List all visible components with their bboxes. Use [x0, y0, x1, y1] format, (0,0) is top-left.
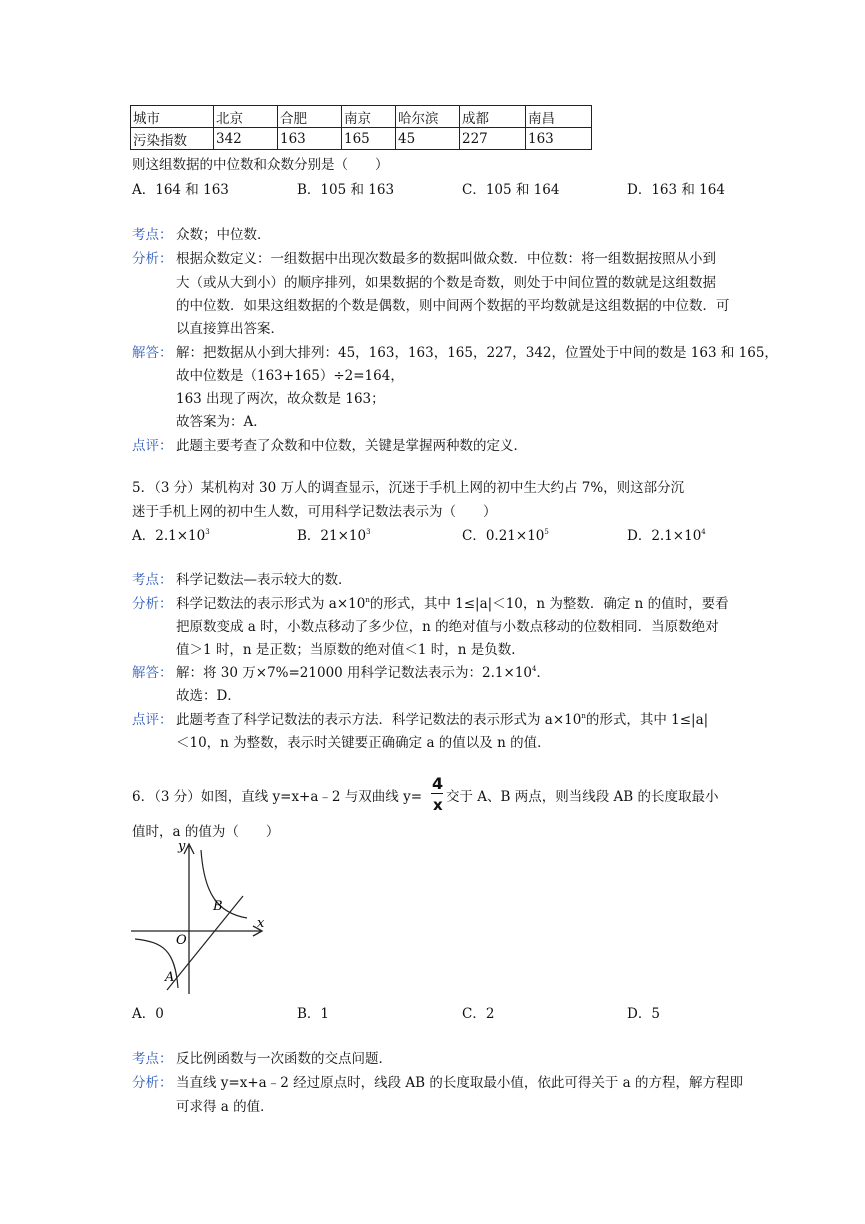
table-cell: 163	[278, 128, 342, 150]
q5-dianping-label: 点评：	[132, 712, 173, 728]
table-cell: 合肥	[278, 106, 342, 128]
table-cell: 163	[526, 128, 592, 150]
table-cell: 45	[396, 128, 460, 150]
fraction-denominator: x	[433, 796, 443, 814]
q6-option-b: B．1	[297, 1006, 330, 1022]
q4-kaodian-label: 考点：	[132, 227, 173, 243]
table-row	[131, 128, 592, 150]
q4-fenxi-line: 大（或从大到小）的顺序排列，如果数据的个数是奇数，则处于中间位置的数就是这组数据	[176, 275, 716, 291]
table-cell: 南京	[342, 106, 396, 128]
q6-option-a: A．0	[132, 1006, 164, 1022]
table-cell: 342	[214, 128, 278, 150]
table-cell: 227	[460, 128, 526, 150]
q4-jieda-line: 故中位数是（163+165）÷2=164，	[176, 368, 404, 384]
q5-dianping-line: 此题考查了科学记数法的表示方法．科学记数法的表示形式为 $a\times 10^n$的形式，其中 1≤|a|	[176, 712, 709, 728]
q6-option-d: D．5	[627, 1006, 660, 1022]
origin-label: O	[176, 933, 187, 948]
q5-jieda-line: 解：将 30 万×7%=21000 用科学记数法表示为：$2.1\times 10^4$．	[176, 665, 550, 681]
x-axis-label: x	[257, 916, 265, 931]
q5-option-c: C．$0.21\times 10^5$	[462, 528, 549, 544]
q4-option-b: B．105 和 163	[297, 182, 395, 198]
table-cell: 北京	[214, 106, 278, 128]
table-cell: 污染指数	[131, 128, 214, 150]
q6-fenxi-line: 可求得 a 的值．	[176, 1099, 274, 1115]
q6-kaodian-label: 考点：	[132, 1051, 173, 1067]
q4-fenxi-line: 根据众数定义：一组数据中出现次数最多的数据叫做众数．中位数：将一组数据按照从小到	[176, 251, 716, 267]
q5-fenxi-line: 值＞1 时，n 是正数；当原数的绝对值＜1 时，n 是负数．	[176, 642, 525, 658]
q4-jieda-line: 故答案为：A．	[176, 414, 267, 430]
point-b-label: B	[213, 899, 223, 914]
q5-question-line1: 5．（3 分）某机构对 30 万人的调查显示，沉迷于手机上网的初中生大约占 7%，则这部分沉	[132, 480, 685, 496]
q4-dianping: 此题主要考查了众数和中位数，关键是掌握两种数的定义．	[176, 438, 527, 454]
q4-fenxi-line: 以直接算出答案．	[176, 321, 284, 337]
q5-fenxi-line: 科学记数法的表示形式为 $a\times 10^n$的形式，其中 1≤|a|＜10，n 为整数．确定 n 的值时，要看	[176, 596, 729, 612]
q4-fenxi-label: 分析：	[132, 251, 173, 267]
q6-kaodian: 反比例函数与一次函数的交点问题．	[176, 1051, 392, 1067]
table-cell: 成都	[460, 106, 526, 128]
fraction-numerator: 4	[432, 774, 444, 793]
q4-jieda-line: 解：把数据从小到大排列：45，163，163，165，227，342，位置处于中间的数是 163 和 165，	[176, 345, 778, 361]
q4-fenxi-line: 的中位数．如果这组数据的个数是偶数，则中间两个数据的平均数就是这组数据的中位数．可	[176, 298, 730, 314]
q5-option-d: D．$2.1\times 10^4$	[627, 528, 706, 544]
hyperbola-line-graph	[125, 838, 275, 998]
q4-jieda-label: 解答：	[132, 345, 173, 361]
q5-kaodian-label: 考点：	[132, 572, 173, 588]
table-cell: 哈尔滨	[396, 106, 460, 128]
point-a-label: A	[165, 970, 175, 985]
q5-option-a: A．$2.1\times 10^3$	[132, 528, 210, 544]
pollution-table	[130, 105, 592, 150]
q4-dianping-label: 点评：	[132, 438, 173, 454]
q4-option-a: A．164 和 163	[132, 182, 229, 198]
hyperbola-branch-upper	[201, 850, 247, 918]
q6-fenxi-line: 当直线 y=x+a﹣2 经过原点时，线段 AB 的长度取最小值，依此可得关于 a 的方程，解方程即	[176, 1075, 743, 1091]
table-cell: 南昌	[526, 106, 592, 128]
table-cell: 165	[342, 128, 396, 150]
q4-option-c: C．105 和 164	[462, 182, 560, 198]
q6-question-line1-b: 交于 A、B 两点，则当线段 AB 的长度取最小	[446, 789, 719, 805]
q4-jieda-line: 163 出现了两次，故众数是 163；	[176, 391, 385, 407]
table-cell: 城市	[131, 106, 214, 128]
q6-option-c: C．2	[462, 1006, 495, 1022]
q6-question-line1-a: 6．（3 分）如图，直线 y=x+a﹣2 与双曲线 y=	[132, 789, 423, 805]
q5-fenxi-label: 分析：	[132, 596, 173, 612]
fraction-bar	[431, 793, 443, 794]
y-axis-label: y	[178, 839, 186, 854]
q5-option-b: B．$21\times 10^3$	[297, 528, 371, 544]
q5-jieda-label: 解答：	[132, 665, 173, 681]
q5-fenxi-line: 把原数变成 a 时，小数点移动了多少位，n 的绝对值与小数点移动的位数相同．当原数绝对	[176, 619, 719, 635]
q5-dianping-line: ＜10，n 为整数，表示时关键要正确确定 a 的值以及 n 的值．	[176, 735, 551, 751]
q6-question-line2: 值时，a 的值为（ ）	[132, 824, 280, 840]
q4-question: 则这组数据的中位数和众数分别是（ ）	[132, 157, 389, 173]
q4-option-d: D．163 和 164	[627, 182, 725, 198]
q5-question-line2: 迷于手机上网的初中生人数，可用科学记数法表示为（ ）	[132, 504, 497, 520]
q6-fenxi-label: 分析：	[132, 1075, 173, 1091]
q4-kaodian: 众数；中位数．	[176, 227, 271, 243]
q5-jieda-line: 故选：D．	[176, 688, 241, 704]
q5-kaodian: 科学记数法—表示较大的数．	[176, 572, 352, 588]
table-header-row	[131, 106, 592, 128]
